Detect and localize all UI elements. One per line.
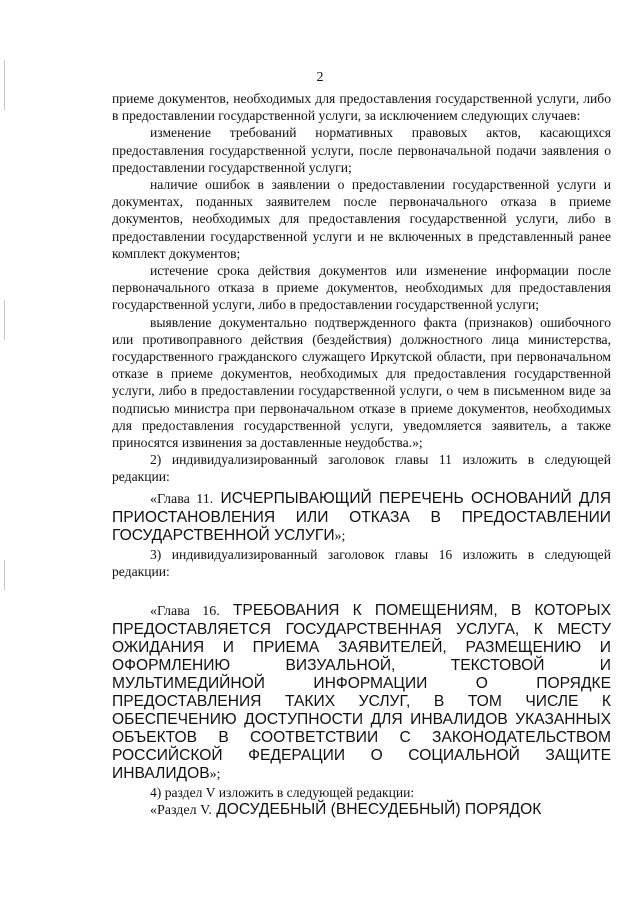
page-number: 2: [316, 70, 324, 85]
paragraph: истечение срока действия документов или изменение информации после первоначального отказа в приеме документов, необходимых для предоставления государственной услуги, либо в предоставлении государственной услуги;: [112, 263, 611, 313]
heading-text: ДОСУДЕБНЫЙ (ВНЕСУДЕБНЫЙ) ПОРЯДОК: [211, 801, 542, 819]
paragraph: приеме документов, необходимых для предоставления государственной услуги, либо в предоставлении государственной услуги, за исключением следующих случаев:: [112, 91, 611, 124]
heading-prefix: «Глава 11.: [150, 491, 214, 507]
heading-suffix: »;: [209, 767, 221, 783]
paragraph: 3) индивидуализированный заголовок главы 16 изложить в следующей редакции:: [112, 546, 611, 579]
heading-suffix: »;: [334, 528, 346, 544]
heading-prefix: «Глава 16.: [150, 604, 220, 620]
paragraph: изменение требований нормативных правовых актов, касающихся предоставления государственной услуги, после первоначальной подачи заявления о предоставлении государственной услуги;: [112, 125, 611, 175]
paragraph: 2) индивидуализированный заголовок главы 11 изложить в следующей редакции:: [112, 452, 611, 485]
chapter-heading: [112, 490, 611, 546]
paragraph: 4) раздел V изложить в следующей редакции:: [150, 785, 415, 801]
binding-margin-mark: [4, 560, 5, 590]
heading-text: ИСЧЕРПЫВАЮЩИЙ ПЕРЕЧЕНЬ ОСНОВАНИЙ ДЛЯ ПРИОСТАНОВЛЕНИЯ ИЛИ ОТКАЗА В ПРЕДОСТАВЛЕНИИ ГОСУДАРСТВЕННОЙ УСЛУГИ: [112, 489, 611, 544]
paragraph: выявление документально подтвержденного факта (признаков) ошибочного или противоправного действия (бездействия) должностного лица министерства, государственного гражданского служащего Иркутской области, при первоначальном отказе в приеме документов, необходимых для предоставления государственной услуги, либо в предоставлении государственной услуги, о чем в письменном виде за подписью министра при первоначальном отказе в приеме документов, необходимых для предоставления государственной услуги, уведомляется заявитель, а также приносятся извинения за доставленные неудобства.»;: [112, 314, 611, 451]
binding-margin-mark: [4, 300, 5, 340]
section-heading: [112, 801, 611, 820]
chapter-heading: [112, 602, 611, 784]
heading-text: ТРЕБОВАНИЯ К ПОМЕЩЕНИЯМ, В КОТОРЫХ ПРЕДОСТАВЛЯЕТСЯ ГОСУДАРСТВЕННАЯ УСЛУГА, К МЕСТУ ОЖИДАНИЯ И ПРИЕМА ЗАЯВИТЕЛЕЙ, РАЗМЕЩЕНИЮ И ОФОРМЛЕНИЮ ВИЗУАЛЬНОЙ, ТЕКСТОВОЙ И МУЛЬТИМЕДИЙНОЙ ИНФОРМАЦИИ О ПОРЯДКЕ ПРЕДОСТАВЛЕНИЯ ТАКИХ УСЛУГ, В ТОМ ЧИСЛЕ К ОБЕСПЕЧЕНИЮ ДОСТУПНОСТИ ДЛЯ ИНВАЛИДОВ УКАЗАННЫХ ОБЪЕКТОВ В СООТВЕТСТВИИ С ЗАКОНОДАТЕЛЬСТВОМ РОССИЙСКОЙ ФЕДЕРАЦИИ О СОЦИАЛЬНОЙ ЗАЩИТЕ ИНВАЛИДОВ: [112, 602, 612, 783]
heading-prefix: «Раздел V.: [150, 803, 212, 819]
paragraph: наличие ошибок в заявлении о предоставлении государственной услуги и документах, поданных заявителем после первоначального отказа в приеме документов, необходимых для предоставления государственной услуги, либо в предоставлении государственной услуги и не включенных в представленный ранее комплект документов;: [112, 177, 611, 261]
document-body: [112, 90, 611, 820]
